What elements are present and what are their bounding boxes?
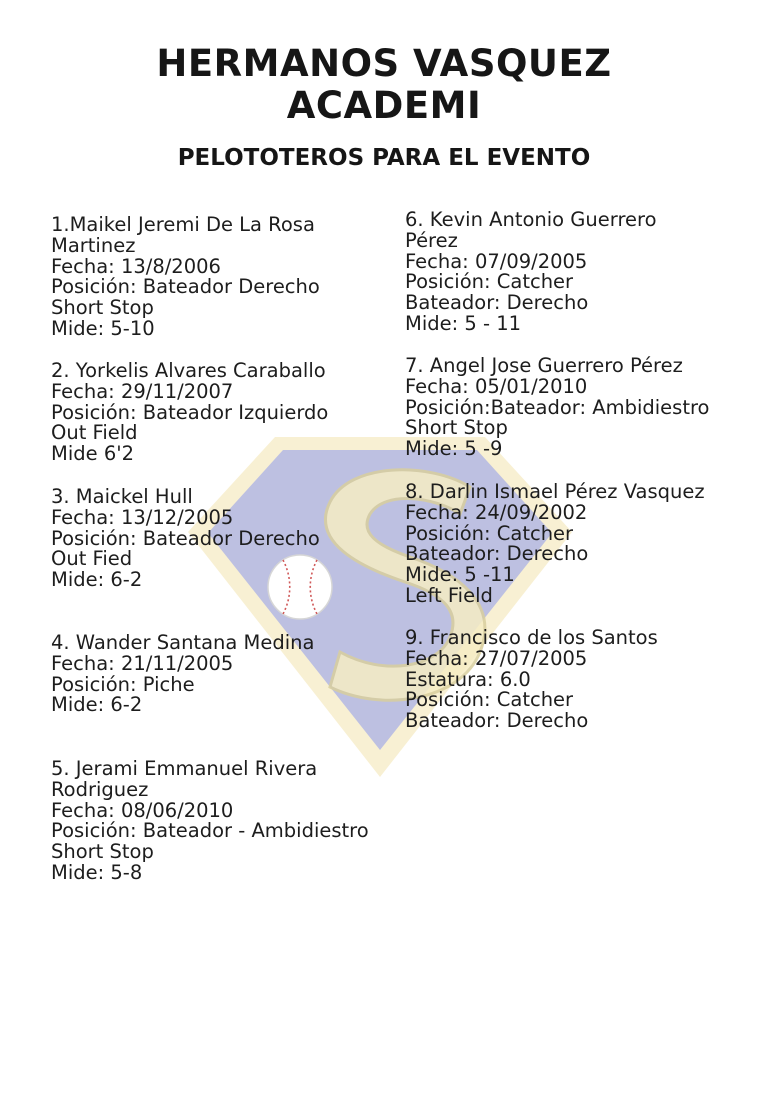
player-line: Posición: Bateador Izquierdo (51, 400, 329, 424)
player-line: 9. Francisco de los Santos (405, 626, 658, 649)
player-line: Fecha: 29/11/2007 (51, 379, 234, 403)
player-line: 6. Kevin Antonio Guerrero (405, 208, 657, 231)
player-line: 3. Maickel Hull (51, 485, 193, 508)
player-entry-2 (51, 361, 391, 487)
player-line: 1.Maikel Jeremi De La Rosa (51, 213, 315, 236)
player-entry-6 (405, 210, 750, 356)
player-line: 5. Jerami Emmanuel Rivera (51, 757, 318, 780)
player-line: Mide: 5-8 (51, 860, 143, 884)
player-line: Mide: 5-10 (51, 316, 155, 340)
player-line: 2. Yorkelis Alvares Caraballo (51, 359, 326, 382)
player-line: Fecha: 13/8/2006 (51, 254, 221, 278)
player-line: Left Field (405, 583, 493, 607)
player-line: Short Stop (405, 416, 508, 440)
player-line: 4. Wander Santana Medina (51, 631, 315, 654)
player-line: Out Field (51, 421, 138, 445)
player-line: Fecha: 05/01/2010 (405, 374, 588, 398)
player-line: Short Stop (51, 840, 154, 864)
player-line: Fecha: 27/07/2005 (405, 646, 588, 670)
page-title-line2: ACADEMI (286, 84, 482, 127)
player-line: Fecha: 24/09/2002 (405, 500, 588, 524)
player-line: Estatura: 6.0 (405, 667, 531, 691)
player-line: Fecha: 08/06/2010 (51, 798, 234, 822)
player-line: Mide: 5 -9 (405, 437, 503, 461)
player-line: Posición: Bateador - Ambidiestro (51, 819, 369, 843)
player-entry-8 (405, 482, 750, 628)
player-line: Posición: Bateador Derecho (51, 275, 320, 299)
players-column-right (405, 210, 750, 732)
player-line: Bateador: Derecho (405, 291, 589, 315)
player-entry-4 (51, 633, 391, 759)
player-line: Bateador: Derecho (405, 709, 589, 733)
player-line: Pérez (405, 228, 458, 252)
player-line: Posición: Catcher (405, 521, 574, 545)
player-line: 7. Angel Jose Guerrero Pérez (405, 354, 683, 377)
player-entry-9 (405, 628, 750, 732)
player-line: Mide: 6-2 (51, 693, 143, 717)
player-line: Out Fied (51, 547, 133, 571)
player-line: Mide: 5 -11 (405, 563, 515, 587)
player-entry-3 (51, 487, 391, 633)
player-entry-7 (405, 356, 750, 482)
player-entry-1 (51, 215, 391, 361)
player-line: Martinez (51, 233, 136, 257)
player-line: Posición: Piche (51, 672, 195, 696)
player-entry-5 (51, 759, 391, 884)
player-line: Posición:Bateador: Ambidiestro (405, 395, 710, 419)
player-line: Mide 6'2 (51, 442, 134, 466)
player-line: Fecha: 21/11/2005 (51, 651, 234, 675)
player-line: Rodriguez (51, 777, 149, 801)
player-line: Posición: Catcher (405, 270, 574, 294)
player-line: Posición: Catcher (405, 688, 574, 712)
player-line: Bateador: Derecho (405, 542, 589, 566)
player-line: Fecha: 13/12/2005 (51, 505, 234, 529)
page-title-line1: HERMANOS VASQUEZ (156, 42, 612, 85)
players-column-left (51, 215, 391, 884)
player-line: Mide: 6-2 (51, 568, 143, 592)
player-line: Posición: Bateador Derecho (51, 526, 320, 550)
page-subtitle: PELOTOTEROS PARA EL EVENTO (177, 145, 591, 171)
player-line: Fecha: 07/09/2005 (405, 249, 588, 273)
player-line: 8. Darlin Ismael Pérez Vasquez (405, 480, 705, 503)
player-line: Mide: 5 - 11 (405, 311, 522, 335)
player-line: Short Stop (51, 296, 154, 320)
